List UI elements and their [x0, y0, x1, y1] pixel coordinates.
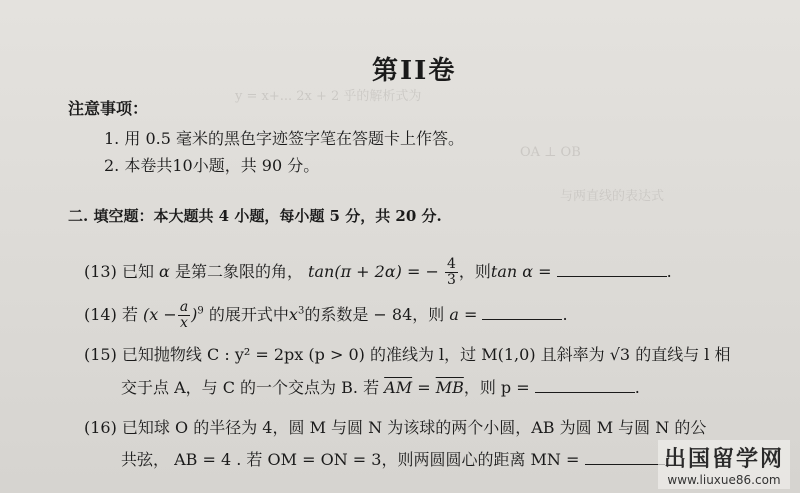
question-number: (13): [84, 262, 117, 281]
question-number: (14): [84, 305, 117, 324]
answer-blank[interactable]: [557, 262, 667, 277]
question-text: 的展开式中: [208, 305, 289, 324]
fraction: $\frac{a}{x}$: [179, 299, 189, 331]
question-text: ，则 p =: [463, 378, 530, 397]
watermark-url: www.liuxue86.com: [667, 473, 781, 487]
math-expr: tan α =: [490, 262, 552, 281]
question-text: 共弦， AB = 4 . 若 OM = ON = 3，则两圆圆心的距离 MN =: [121, 450, 580, 469]
question-text: 交于点 A，与 C 的一个交点为 B. 若: [121, 378, 380, 397]
question-13: (13) 已知 α 是第二象限的角， tan(π + 2α) = − $\frac{4}{3}$ ，则tan α = .: [84, 256, 672, 288]
bleed-through-text: OA ⊥ OB: [520, 145, 581, 160]
answer-blank[interactable]: [535, 378, 635, 393]
question-text: 若: [121, 305, 138, 324]
question-text: 是第二象限的角，: [174, 262, 303, 281]
question-16-line-1: (16) 已知球 O 的半径为 4，圆 M 与圆 N 为该球的两个小圆，AB 为圆 M 与圆 N 的公: [84, 418, 707, 437]
answer-blank[interactable]: [585, 450, 665, 465]
question-15-line-2: 交于点 A，与 C 的一个交点为 B. 若 $\overline{AM} = \overline{MB}$，则 p = .: [121, 378, 640, 397]
question-16-line-2: [121, 447, 665, 470]
bleed-through-text: 与两直线的表达式: [560, 189, 665, 204]
question-text: ，则: [458, 262, 491, 281]
math-expr: (x −: [143, 305, 177, 324]
vector: $\overline{MB}$: [435, 378, 464, 397]
math-expr: tan(π + 2α) = −: [308, 262, 439, 281]
answer-blank[interactable]: [482, 305, 562, 320]
watermark-text: 出国留学网: [663, 447, 784, 472]
note-item: 1. 用 0.5 毫米的黑色字迹签字笔在答题卡上作答。: [104, 129, 464, 148]
question-14: (14) 若 (x − $\frac{a}{x}$ )$^9$ 的展开式中$x^3$的系数是 − 84，则 a = .: [84, 299, 568, 331]
watermark-logo: [658, 440, 790, 489]
notes-heading: 注意事项：: [68, 99, 149, 118]
note-item: 2. 本卷共10小题，共 90 分。: [104, 156, 320, 175]
section-title: 第II卷: [372, 56, 457, 86]
section-heading: 二. 填空题：本大题共 4 小题，每小题 5 分，共 20 分.: [68, 207, 442, 225]
question-text: 已知: [121, 262, 154, 281]
fraction: $\frac{4}{3}$: [446, 256, 456, 288]
vector: $\overline{AM}$: [384, 378, 413, 397]
bleed-through-text: y = x+... 2x + 2 乎的解析式为: [235, 89, 422, 104]
question-text: 的系数是 − 84，则: [304, 305, 445, 324]
question-15-line-1: (15) 已知抛物线 C : y² = 2px (p > 0) 的准线为 l，过 M(1,0) 且斜率为 √3 的直线与 l 相: [84, 345, 731, 364]
